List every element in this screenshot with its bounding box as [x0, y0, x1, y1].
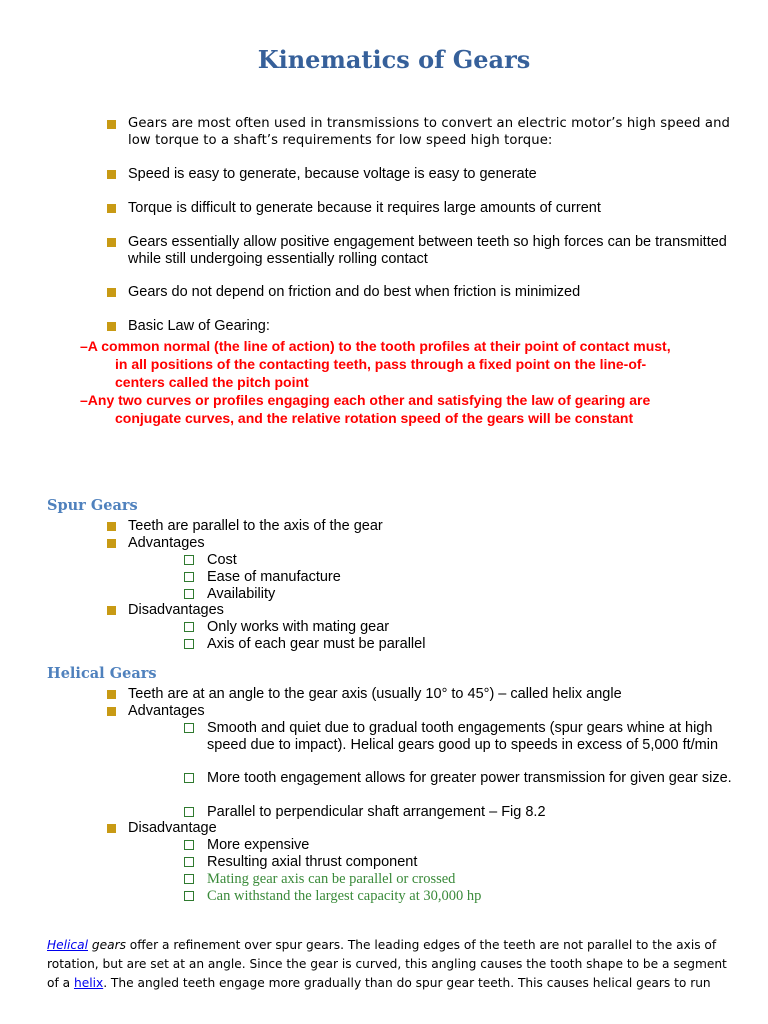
list-item	[107, 703, 205, 720]
bullet-text: Torque is difficult to generate because it requires large amounts of current	[128, 200, 601, 216]
item-text: Disadvantages	[128, 602, 224, 618]
law-point	[80, 337, 750, 391]
bullet-text: Speed is easy to generate, because voltage is easy to generate	[128, 166, 537, 182]
checkbox-bullet-icon	[184, 555, 194, 565]
square-bullet-icon	[107, 522, 116, 531]
bullet-text: Gears do not depend on friction and do best when friction is minimized	[128, 284, 581, 300]
item-text: Parallel to perpendicular shaft arrangement – Fig 8.2	[207, 804, 546, 820]
item-text: Can withstand the largest capacity at 30,000 hp	[207, 888, 482, 904]
checkbox-bullet-icon	[184, 723, 194, 733]
list-item	[107, 518, 383, 535]
body-paragraph	[47, 936, 737, 993]
item-text: Advantages	[128, 703, 205, 719]
item-text: Availability	[207, 586, 276, 602]
list-item	[107, 535, 205, 552]
law-point	[80, 391, 750, 427]
paragraph-text: offer a refinement over spur gears. The leading edges of the teeth are not parallel to the axis of rotation, but are set at an angle. Since the gear is curved, this angling causes the tooth shape to be a segment of a	[47, 938, 727, 990]
item-text: More tooth engagement allows for greater power transmission for given gear size.	[207, 770, 732, 786]
square-bullet-icon	[107, 120, 116, 129]
law-point-text: in all positions of the contacting teeth, pass through a fixed point on the line-of-	[115, 356, 647, 372]
list-item	[107, 686, 622, 703]
square-bullet-icon	[107, 707, 116, 716]
item-text: Axis of each gear must be parallel	[207, 636, 426, 652]
intro-bullet	[107, 116, 747, 149]
sub-list-item	[184, 552, 744, 569]
sub-list-item	[184, 636, 744, 653]
bullet-text: Gears essentially allow positive engagement between teeth so high forces can be transmitted while still undergoing essentially rolling contact	[128, 234, 727, 267]
square-bullet-icon	[107, 539, 116, 548]
item-text: Mating gear axis can be parallel or crossed	[207, 871, 456, 887]
sub-list-item	[184, 871, 744, 888]
paragraph-text: . The angled teeth engage more gradually than do spur gear teeth. This causes helical gears to run	[103, 976, 711, 990]
square-bullet-icon	[107, 204, 116, 213]
intro-bullet	[107, 166, 747, 183]
sub-list-item	[184, 720, 744, 754]
item-text: Teeth are at an angle to the gear axis (usually 10° to 45°) – called helix angle	[128, 686, 622, 702]
checkbox-bullet-icon	[184, 807, 194, 817]
square-bullet-icon	[107, 238, 116, 247]
item-text: Ease of manufacture	[207, 569, 341, 585]
item-text: Cost	[207, 552, 237, 568]
square-bullet-icon	[107, 690, 116, 699]
sub-list-item	[184, 804, 744, 821]
intro-bullet	[107, 234, 747, 267]
checkbox-bullet-icon	[184, 773, 194, 783]
helical-link[interactable]: Helical	[47, 938, 88, 952]
item-text: Only works with mating gear	[207, 619, 390, 635]
list-item	[107, 820, 217, 837]
bullet-text: Gears are most often used in transmissions to convert an electric motor’s high speed and low torque to a shaft’s requirements for low speed high torque:	[128, 116, 730, 148]
sub-list-item	[184, 888, 744, 905]
sub-list-item	[184, 569, 744, 586]
spur-gears-heading: Spur Gears	[47, 497, 138, 514]
square-bullet-icon	[107, 824, 116, 833]
checkbox-bullet-icon	[184, 874, 194, 884]
bullet-text: Basic Law of Gearing:	[128, 318, 270, 334]
checkbox-bullet-icon	[184, 589, 194, 599]
checkbox-bullet-icon	[184, 891, 194, 901]
law-point-text: centers called the pitch point	[115, 374, 309, 390]
item-text: More expensive	[207, 837, 310, 853]
intro-bullet	[107, 200, 747, 217]
checkbox-bullet-icon	[184, 572, 194, 582]
checkbox-bullet-icon	[184, 857, 194, 867]
square-bullet-icon	[107, 322, 116, 331]
square-bullet-icon	[107, 170, 116, 179]
item-text: Resulting axial thrust component	[207, 854, 418, 870]
checkbox-bullet-icon	[184, 639, 194, 649]
square-bullet-icon	[107, 288, 116, 297]
square-bullet-icon	[107, 606, 116, 615]
sub-list-item	[184, 586, 744, 603]
item-text: Advantages	[128, 535, 205, 551]
law-point-text: –Any two curves or profiles engaging each other and satisfying the law of gearing are	[80, 392, 651, 408]
sub-list-item	[184, 854, 744, 871]
paragraph-text: gears	[88, 938, 126, 952]
checkbox-bullet-icon	[184, 840, 194, 850]
list-item	[107, 602, 224, 619]
item-text: Smooth and quiet due to gradual tooth engagements (spur gears whine at high speed due to impact). Helical gears good up to speeds in excess of 5,000 ft/min	[207, 720, 719, 753]
helical-gears-heading: Helical Gears	[47, 665, 157, 682]
sub-list-item	[184, 770, 744, 787]
law-point-text: conjugate curves, and the relative rotation speed of the gears will be constant	[115, 410, 634, 426]
helix-link[interactable]: helix	[73, 976, 104, 990]
intro-bullet	[107, 318, 747, 335]
law-point-text: –A common normal (the line of action) to the tooth profiles at their point of contact must,	[80, 338, 671, 354]
page-title: Kinematics of Gears	[257, 45, 531, 74]
item-text: Teeth are parallel to the axis of the gear	[128, 518, 383, 534]
intro-bullet	[107, 284, 747, 301]
checkbox-bullet-icon	[184, 622, 194, 632]
sub-list-item	[184, 619, 744, 636]
item-text: Disadvantage	[128, 820, 217, 836]
sub-list-item	[184, 837, 744, 854]
